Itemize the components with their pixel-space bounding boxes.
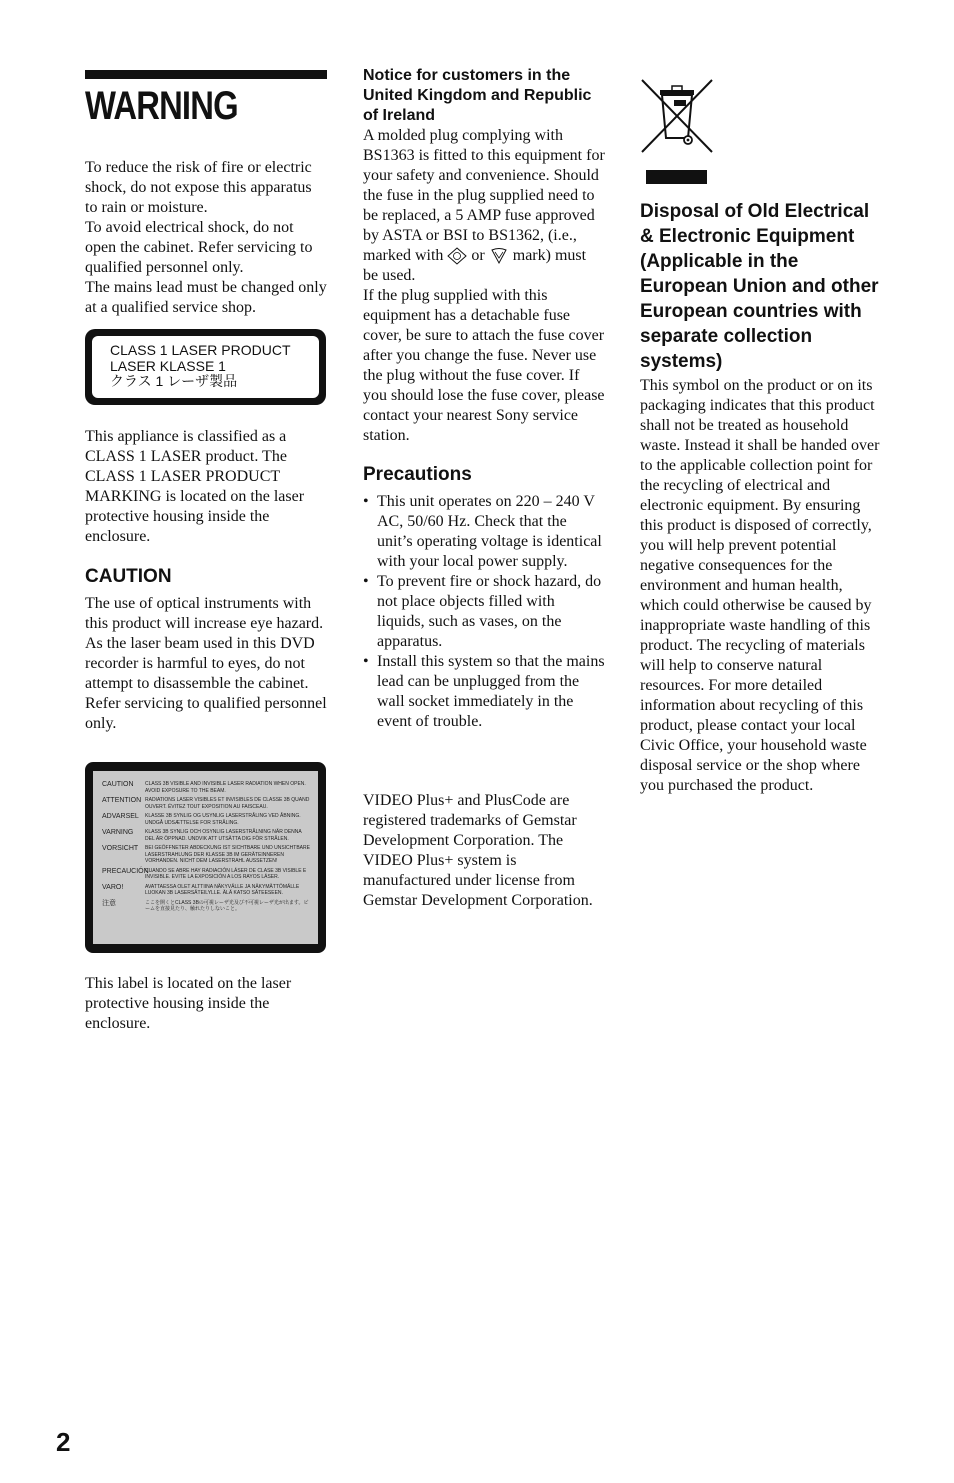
label-text: RADIATIONS LASER VISIBLES ET INVISIBLES DE CLASSE 3B QUAND OUVERT. ÉVITEZ TOUT EXPOSITION AU FAISCEAU.	[145, 797, 310, 810]
uk-notice-or: or	[471, 247, 485, 264]
precautions-heading: Precautions	[363, 464, 472, 485]
bsi-kitemark-icon	[489, 247, 509, 265]
label-language: VORSICHT	[102, 845, 139, 852]
warning-paragraph: To avoid electrical shock, do not open the cabinet. Refer servicing to qualified personnel only.	[85, 219, 313, 276]
label-language: VARNING	[102, 829, 134, 836]
precaution-text: This unit operates on 220 – 240 V AC, 50/60 Hz. Check that the unit’s operating voltage is identical with your local power supply.	[377, 493, 602, 570]
caution-text: Refer servicing to qualified personnel only.	[85, 695, 327, 732]
weee-disposal	[640, 199, 884, 796]
list-item: • This unit operates on 220 – 240 V AC, 50/60 Hz. Check that the unit’s operating voltage is identical with your local power supply.	[363, 493, 602, 570]
trademarks-text: VIDEO Plus+ and PlusCode are registered trademarks of Gemstar Development Corporation. The VIDEO Plus+ system is manufactured under license from Gemstar Development Corporation.	[363, 792, 593, 909]
caution-text: The use of optical instruments with this product will increase eye hazard. As the laser beam used in this DVD recorder is harmful to eyes, do not attempt to disassemble the cabinet.	[85, 595, 324, 692]
laser-label-line: CLASS 1 LASER PRODUCT	[110, 342, 291, 358]
laser-product-label	[85, 329, 326, 405]
warning-text	[85, 158, 327, 318]
uk-notice-text: A molded plug complying with BS1363 is fitted to this equipment for your safety and convenience. Should the fuse in the plug supplied need to be replaced, a 5 AMP fuse approved by ASTA or BSI to BS1362, (i.e., marked with	[363, 127, 605, 264]
precaution-text: Install this system so that the mains lead can be unplugged from the wall socket immediately in the event of trouble.	[377, 653, 605, 730]
uk-notice-text: If the plug supplied with this equipment has a detachable fuse cover, be sure to attach the fuse cover after you change the fuse. Never use the plug without the fuse cover. If you should lose the fuse cover, please contact your nearest Sony service station.	[363, 287, 605, 444]
label-text: CUANDO SE ABRE HAY RADIACIÓN LÁSER DE CLASE 3B VISIBLE E INVISIBLE. EVITE LA EXPOSICIÓN A LOS RAYOS LÁSER.	[145, 867, 307, 880]
label-text: KLASS 3B SYNLIG OCH OSYNLIG LASERSTRÅLNING NÄR DENNA DEL ÄR ÖPPNAD. UNDVIK ATT UTSÄTTA DIG FÖR STRÅLEN.	[145, 829, 302, 842]
label-language: PRECAUCIÓN	[102, 867, 149, 875]
label-language: 注意	[102, 899, 116, 907]
list-item: • Install this system so that the mains lead can be unplugged from the wall socket immediately in the event of trouble.	[363, 653, 605, 730]
warning-paragraph: To reduce the risk of fire or electric shock, do not expose this apparatus to rain or moisture.	[85, 159, 312, 216]
laser-classification-text: This appliance is classified as a CLASS 1 LASER product. The CLASS 1 LASER PRODUCT MARKING is located on the laser protective housing inside the enclosure.	[85, 428, 305, 545]
label-location-text: This label is located on the laser protective housing inside the enclosure.	[85, 975, 292, 1032]
warning-title: WARNING	[85, 84, 238, 128]
label-text: KLASSE 3B SYNLIG OG USYNLIG LASERSTRÅLING VED ÅBNING. UNDGÅ UDSÆTTELSE FOR STRÅLING.	[145, 813, 301, 826]
disposal-heading: Disposal of Old Electrical & Electronic Equipment (Applicable in the European Union and other European countries with separate collection systems)	[640, 201, 879, 372]
label-language: ATTENTION	[102, 797, 142, 804]
label-language: ADVARSEL	[102, 813, 139, 820]
caution-heading: CAUTION	[85, 566, 172, 587]
asta-mark-icon	[447, 247, 467, 265]
laser-label-line: クラス 1 レーザ製品	[110, 373, 238, 389]
disposal-text: This symbol on the product or on its packaging indicates that this product shall not be treated as household waste. Instead it shall be handed over to the applicable collection point for the recycling of electrical and electronic equipment. By ensuring this product is disposed of correctly, you will help prevent potential negative consequences for the environment and human health, which could otherwise be caused by inappropriate waste handling of this product. The recycling of materials will help to conserve natural resources. For more detailed information about recycling of this product, please contact your local Civic Office, your household waste disposal service or the shop where you purchased the product.	[640, 377, 880, 794]
caution-label-image	[85, 762, 326, 953]
uk-notice	[363, 66, 605, 446]
uk-notice-heading: Notice for customers in the United Kingdom and Republic of Ireland	[363, 67, 592, 124]
list-item: • To prevent fire or shock hazard, do not place objects filled with liquids, such as vases, on the apparatus.	[363, 573, 602, 650]
label-language: CAUTION	[102, 781, 134, 788]
precautions	[363, 464, 605, 732]
label-text: BEI GEÖFFNETER ABDECKUNG IST SICHTBARE UND UNSICHTBARE LASERSTRAHLUNG DER KLASSE 3B IM GERÄTEINNEREN VORHANDEN. NICHT DEM LASERSTRAHL AUSSETZEN!	[145, 845, 310, 864]
uk-notice-mark-suffix: mark) must be used.	[363, 247, 587, 284]
laser-label-line: LASER KLASSE 1	[110, 357, 226, 374]
warning-paragraph: The mains lead must be changed only at a qualified service shop.	[85, 279, 327, 316]
crossed-out-wheelie-bin-icon	[640, 78, 714, 186]
precaution-text: To prevent fire or shock hazard, do not place objects filled with liquids, such as vases, on the apparatus.	[377, 573, 602, 650]
page-number: 2	[56, 1427, 71, 1457]
label-text: AVATTAESSA OLET ALTTIINA NÄKYVÄLLE JA NÄKYMÄTTÖMÄLLE LUOKAN 3B LASERSÄTEILYLLE. ÄLÄ KATSO SÄTEESEEN.	[145, 883, 300, 896]
label-text: CLASS 3B VISIBLE AND INVISIBLE LASER RADIATION WHEN OPEN. AVOID EXPOSURE TO THE BEAM.	[145, 781, 306, 794]
label-language: VARO!	[102, 883, 124, 891]
warning-rule	[85, 70, 327, 79]
label-text: ここを開くとCLASS 3Bの可視レーザ光及び不可視レーザ光が出ます。ビームを直接見たり、触れたりしないこと。	[145, 899, 309, 912]
